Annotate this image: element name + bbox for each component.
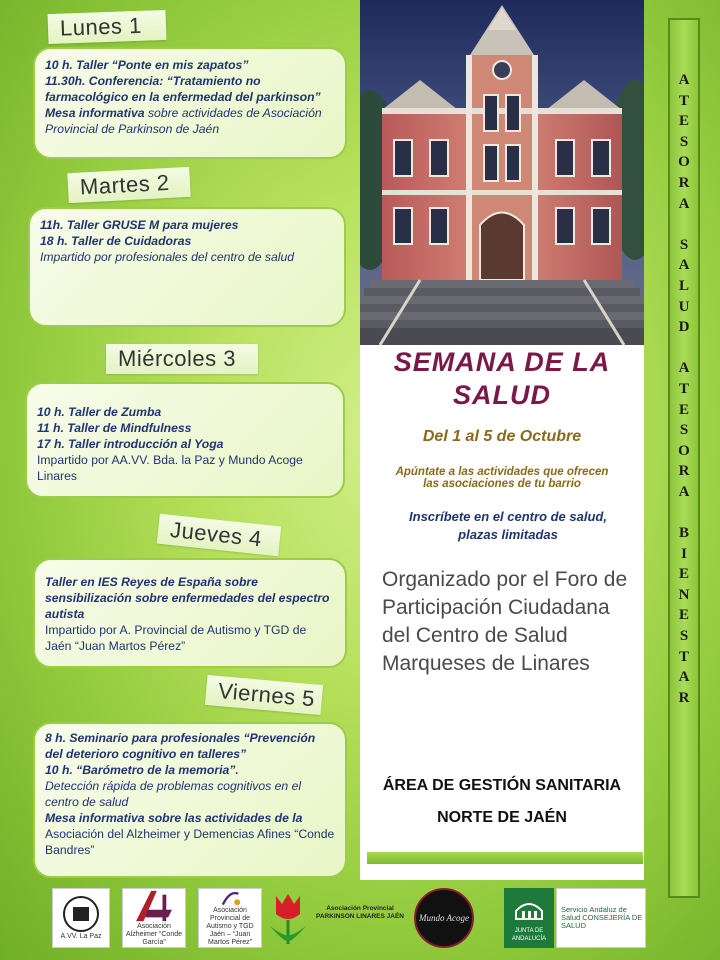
- logo-parkinson-label: Asociación Provincial PARKINSON LINARES JAÉN: [315, 905, 404, 920]
- activity-text: Impartido por AA.VV. Bda. la Paz y Mundo Acoge Linares: [37, 453, 303, 483]
- vertical-slogan: [668, 70, 700, 708]
- day-box-viernes: [33, 722, 347, 878]
- slogan-letter: S: [679, 422, 689, 439]
- activity-line: [45, 622, 335, 654]
- building-image: [360, 0, 644, 345]
- activity-line: [45, 73, 335, 105]
- bottom-accent-bar: [367, 852, 643, 864]
- activity-line: [45, 778, 335, 810]
- day-box-jueves: [33, 558, 347, 668]
- logo-autismo: [198, 888, 262, 948]
- logo-sas: [556, 888, 646, 948]
- activity-text: 10 h. Taller “Ponte en mis zapatos”: [45, 58, 249, 72]
- activity-line: [45, 810, 335, 858]
- activity-text: 11h. Taller GRUSE M para mujeres: [40, 218, 239, 232]
- activity-line: [37, 420, 333, 436]
- autismo-emblem-icon: [210, 889, 250, 907]
- activity-text: 11.30h. Conferencia: “Tratamiento no farmacológico en la enfermedad del parkinson”: [45, 74, 321, 104]
- slogan-letter: I: [681, 545, 687, 562]
- activity-text: Mesa informativa sobre las actividades de la: [45, 811, 303, 825]
- activity-text: Asociación del Alzheimer y Demencias Afines “Conde Bandres”: [45, 827, 335, 857]
- logo-autismo-label: Asociación Provincial de Autismo y TGD Jaén – “Juan Martos Pérez”: [206, 907, 254, 946]
- logo-sas-label: Servicio Andaluz de Salud CONSEJERÍA DE SALUD: [561, 905, 643, 930]
- health-area-line-1: ÁREA DE GESTIÓN SANITARIA: [382, 777, 622, 794]
- activity-text: Mesa informativa: [45, 106, 145, 120]
- logo-mundo-label: Mundo Acoge: [418, 913, 470, 923]
- logo-tulip: [266, 888, 310, 948]
- activity-line: [45, 730, 335, 762]
- day-box-miercoles: [25, 382, 345, 498]
- health-area-line-2: NORTE DE JAÉN: [437, 809, 567, 826]
- register-text: [366, 508, 650, 544]
- slogan-letter: E: [678, 607, 689, 624]
- activity-text: 11 h. Taller de Mindfulness: [37, 421, 192, 435]
- logo-parkinson: [312, 896, 408, 930]
- slogan-letter: S: [679, 236, 689, 253]
- activity-text: 10 h. Taller de Zumba: [37, 405, 162, 419]
- slogan-letter: S: [679, 628, 689, 645]
- logo-junta-label: JUNTA DE ANDALUCÍA: [511, 928, 547, 942]
- day-tab-lunes: Lunes 1: [48, 10, 167, 44]
- logo-avv-la-paz: [52, 888, 110, 948]
- slogan-space: [668, 338, 700, 359]
- activity-line: [45, 762, 335, 778]
- activity-text: Impartido por A. Provincial de Autismo y TGD de Jaén “Juan Martos Pérez”: [45, 623, 307, 653]
- activity-text: Taller en IES Reyes de España sobre sensibilización sobre enfermedades del espectro autista: [45, 575, 330, 621]
- activity-line: [37, 404, 333, 420]
- activity-line: [40, 233, 334, 249]
- slogan-letter: R: [678, 689, 690, 706]
- slogan-letter: A: [678, 669, 690, 686]
- activity-line: [45, 105, 335, 137]
- slogan-letter: N: [678, 586, 690, 603]
- activity-line: [45, 574, 335, 622]
- register-line-1: Inscríbete en el centro de salud,: [409, 509, 607, 524]
- slogan-letter: T: [678, 648, 689, 665]
- day-box-lunes: [33, 47, 347, 159]
- logo-junta-andalucia: [504, 888, 554, 948]
- activity-text: sobre actividades de Asociación Provincial de Parkinson de Jaén: [45, 106, 322, 136]
- slogan-letter: L: [678, 277, 689, 294]
- slogan-letter: E: [678, 566, 689, 583]
- organized-by: Organizado por el Foro de Participación Ciudadana del Centro de Salud Marqueses de Linares: [382, 568, 628, 675]
- day-box-martes: [28, 207, 346, 327]
- slogan-letter: B: [678, 525, 689, 542]
- slogan-letter: E: [678, 401, 689, 418]
- activity-text: Detección rápida de problemas cognitivos en el centro de salud: [45, 779, 302, 809]
- slogan-space: [668, 502, 700, 523]
- day-tab-viernes: Viernes 5: [205, 675, 323, 715]
- day-tab-jueves: Jueves 4: [157, 514, 281, 557]
- activity-text: 17 h. Taller introducción al Yoga: [37, 437, 224, 451]
- slogan-letter: T: [678, 380, 689, 397]
- slogan-letter: R: [678, 463, 690, 480]
- slogan-letter: D: [678, 319, 690, 336]
- day-tab-miercoles: Miércoles 3: [106, 344, 258, 374]
- slogan-letter: O: [678, 442, 690, 459]
- slogan-letter: R: [678, 174, 690, 191]
- slogan-letter: A: [678, 195, 690, 212]
- junta-emblem-icon: [512, 893, 546, 927]
- health-area: [366, 770, 638, 834]
- slogan-letter: A: [678, 72, 690, 88]
- activity-line: [45, 57, 335, 73]
- signup-line-1: Apúntate a las actividades que ofrecen: [395, 466, 609, 478]
- activity-line: [40, 217, 334, 233]
- tulip-icon: [266, 890, 310, 946]
- activity-text: 8 h. Seminario para profesionales “Prevención del deterioro cognitivo en talleres”: [45, 731, 316, 761]
- logo-mundo-acoge: [414, 888, 474, 948]
- slogan-letter: A: [678, 257, 690, 274]
- activity-line: [37, 436, 333, 452]
- register-line-2: plazas limitadas: [458, 527, 558, 542]
- event-title: SEMANA DE LA SALUD: [393, 347, 611, 410]
- slogan-letter: S: [679, 133, 689, 150]
- slogan-letter: T: [678, 92, 689, 109]
- slogan-letter: A: [678, 483, 690, 500]
- slogan-space: [668, 214, 700, 235]
- logo-alzheimer-label: Asociación Alzheimer “Conde García”: [125, 923, 183, 946]
- slogan-letter: A: [678, 360, 690, 377]
- signup-line-2: las asociaciones de tu barrio: [423, 478, 581, 490]
- slogan-letter: O: [678, 154, 690, 171]
- logo-alzheimer: [122, 888, 186, 948]
- activity-text: 18 h. Taller de Cuidadoras: [40, 234, 192, 248]
- activity-text: 10 h. “Barómetro de la memoria”.: [45, 763, 239, 777]
- day-tab-martes: Martes 2: [67, 167, 190, 203]
- activity-line: [40, 249, 334, 265]
- alzheimer-emblem-icon: [129, 889, 179, 923]
- signup-text: [366, 466, 638, 490]
- event-dates: Del 1 al 5 de Octubre: [422, 428, 582, 445]
- avv-emblem-icon: [61, 895, 101, 933]
- activity-line: [37, 452, 333, 484]
- logo-avv-label: A.VV. La Paz: [60, 933, 102, 940]
- activity-text: Impartido por profesionales del centro de salud: [40, 250, 295, 264]
- slogan-letter: E: [678, 113, 689, 130]
- slogan-letter: U: [678, 298, 690, 315]
